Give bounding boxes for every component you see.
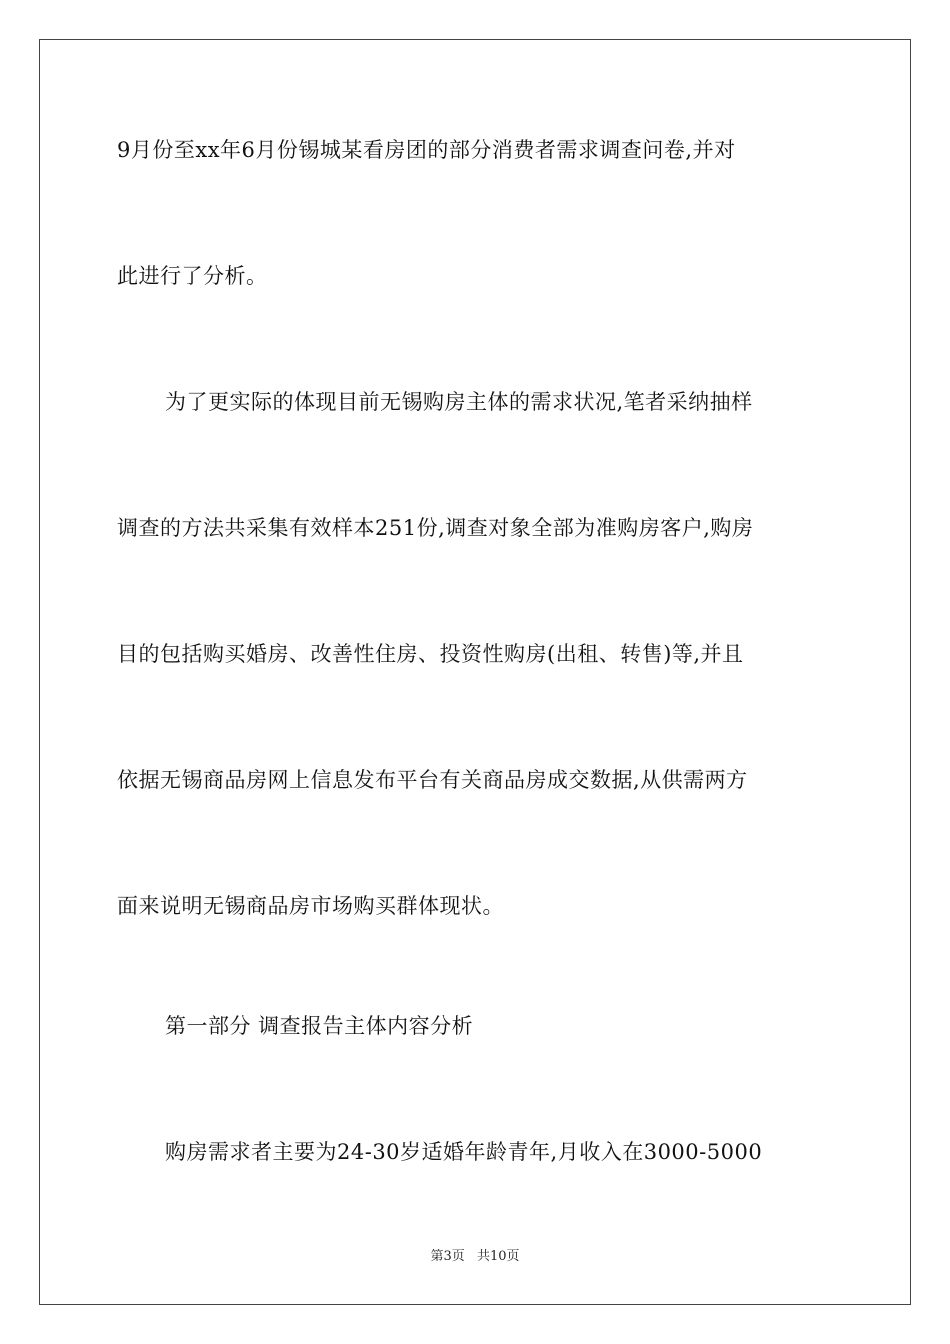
page-number: 第3页 bbox=[430, 1249, 465, 1264]
paragraph-line: 目的包括购买婚房、改善性住房、投资性购房(出租、转售)等,并且 bbox=[117, 642, 744, 666]
paragraph-line: 面来说明无锡商品房市场购买群体现状。 bbox=[117, 894, 504, 918]
paragraph-line: 为了更实际的体现目前无锡购房主体的需求状况,笔者采纳抽样 bbox=[165, 390, 753, 414]
paragraph-line: 调查的方法共采集有效样本251份,调查对象全部为准购房客户,购房 bbox=[117, 516, 754, 540]
paragraph-line: 9月份至xx年6月份锡城某看房团的部分消费者需求调查问卷,并对 bbox=[117, 138, 736, 162]
paragraph-line: 购房需求者主要为24-30岁适婚年龄青年,月收入在3000-5000 bbox=[165, 1140, 763, 1164]
paragraph-line: 依据无锡商品房网上信息发布平台有关商品房成交数据,从供需两方 bbox=[117, 768, 748, 792]
page-footer bbox=[0, 1245, 950, 1264]
page-total: 共10页 bbox=[476, 1249, 520, 1264]
section-heading: 第一部分 调查报告主体内容分析 bbox=[165, 1014, 474, 1038]
paragraph-line: 此进行了分析。 bbox=[117, 264, 268, 288]
page-border bbox=[39, 39, 911, 1305]
